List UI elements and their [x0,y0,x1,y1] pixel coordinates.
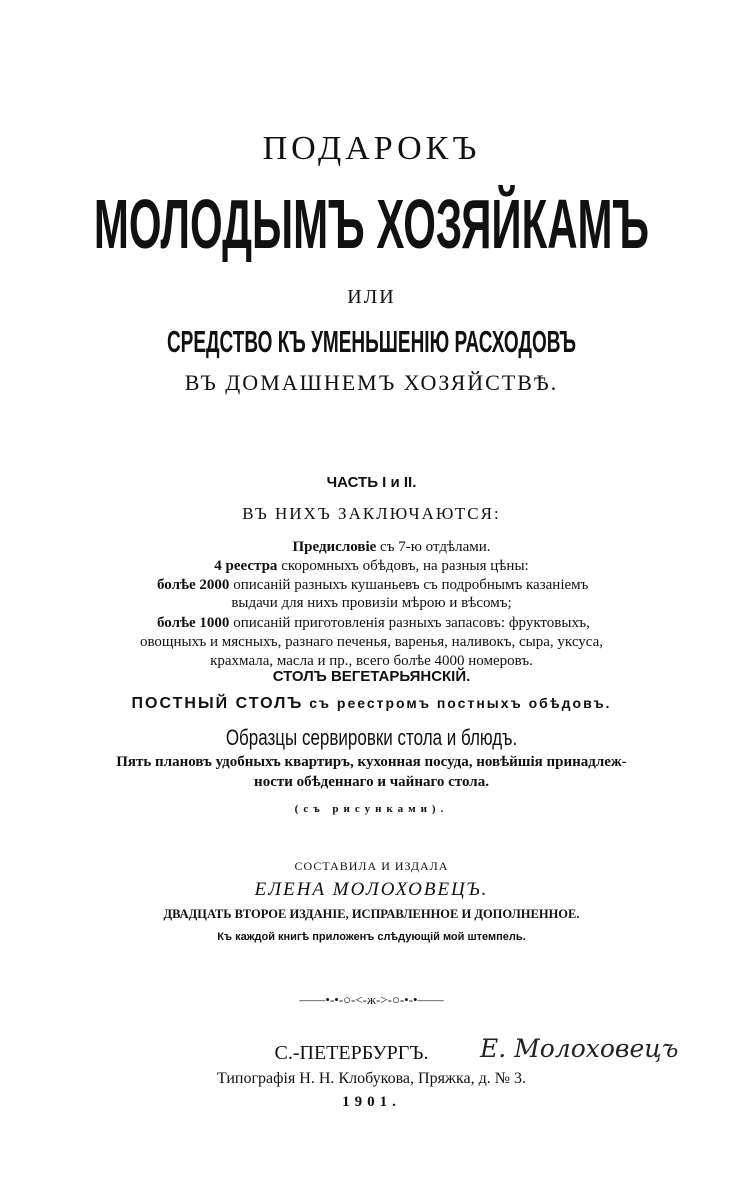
part-label [0,475,743,491]
contents-heading: ВЪ НИХЪ ЗАКЛЮЧАЮТСЯ: [242,504,501,523]
stores-cont-1: овощныхъ и мясныхъ, разнаго печенья, варенья, наливокъ, сыра, уксуса, [139,634,604,650]
stamp-note: Къ каждой книгѣ приложенъ слѣдующій мой штемпель. [217,931,526,943]
lenten-line [0,696,743,712]
title-line-4 [0,326,743,360]
vegetarian-line [0,669,743,685]
ornament-divider: ——•-•-○-<-ж->-○-•-•—— [299,992,444,1007]
stores-rest: описаній приготовленія разныхъ запасовъ: фруктовыхъ, [233,615,590,631]
vegetarian-text: СТОЛЪ ВЕГЕТАРЬЯНСКІЙ. [272,668,471,685]
year: 1901. [342,1094,401,1110]
title-line-5: ВЪ ДОМАШНЕМЪ ХОЗЯЙСТВѢ. [184,370,559,395]
title-line-1: ПОДАРОКЪ [262,130,481,167]
illustrations-note: (съ рисунками). [294,803,449,815]
dishes-line [157,578,588,593]
author-signature: Е. Молоховецъ [480,1034,679,1063]
plans-line-2: ности обѣденнаго и чайнаго стола. [254,774,489,790]
lenten-rest: съ реестромъ постныхъ обѣдовъ. [309,695,612,711]
lenten-bold: ПОСТНЫЙ СТОЛЪ [131,695,304,712]
preface-line [0,540,743,555]
plans-line-1: Пять плановъ удобныхъ квартиръ, кухонная посуда, новѣйшія принадлеж- [116,754,627,770]
stores-bold: болѣе 1000 [157,615,230,631]
compiled-by: СОСТАВИЛА И ИЗДАЛА [294,859,449,873]
stores-cont-2: крахмала, масла и пр., всего болѣе 4000 номеровъ. [210,653,533,669]
part-text: ЧАСТЬ I и II. [326,474,417,491]
title-line-2 [0,185,743,263]
printer-line: Типографія Н. Н. Клобукова, Пряжка, д. № 3. [216,1070,527,1087]
dishes-rest: описаній разныхъ кушаньевъ съ подробнымъ казаніемъ [233,577,589,593]
preface-rest: съ 7-ю отдѣлами. [380,539,491,555]
dishes-bold: болѣе 2000 [157,577,230,593]
edition-line: ДВАДЦАТЬ ВТОРОЕ ИЗДАНІЕ, ИСПРАВЛЕННОЕ И ДОПОЛНЕННОЕ. [163,907,580,921]
author-name: ЕЛЕНА МОЛОХОВЕЦЪ. [254,879,489,900]
title-or: ИЛИ [347,286,396,308]
subtitle: СРЕДСТВО КЪ УМЕНЬШЕНІЮ РАСХОДОВЪ [166,326,577,360]
registers-bold: 4 реестра [214,558,278,574]
serving-text: Образцы сервировки стола и блюдъ. [225,725,518,751]
registers-line [0,559,743,574]
preface-bold: Предисловіе [292,539,377,555]
dishes-cont: выдачи для нихъ провизіи мѣрою и вѣсомъ; [231,595,512,611]
registers-rest: скоромныхъ обѣдовъ, на разныя цѣны: [281,558,529,574]
main-title: МОЛОДЫМЪ ХОЗЯЙКАМЪ [93,185,650,263]
stores-line [157,616,590,631]
serving-line [0,725,743,751]
city: С.-ПЕТЕРБУРГЪ. [274,1042,429,1064]
